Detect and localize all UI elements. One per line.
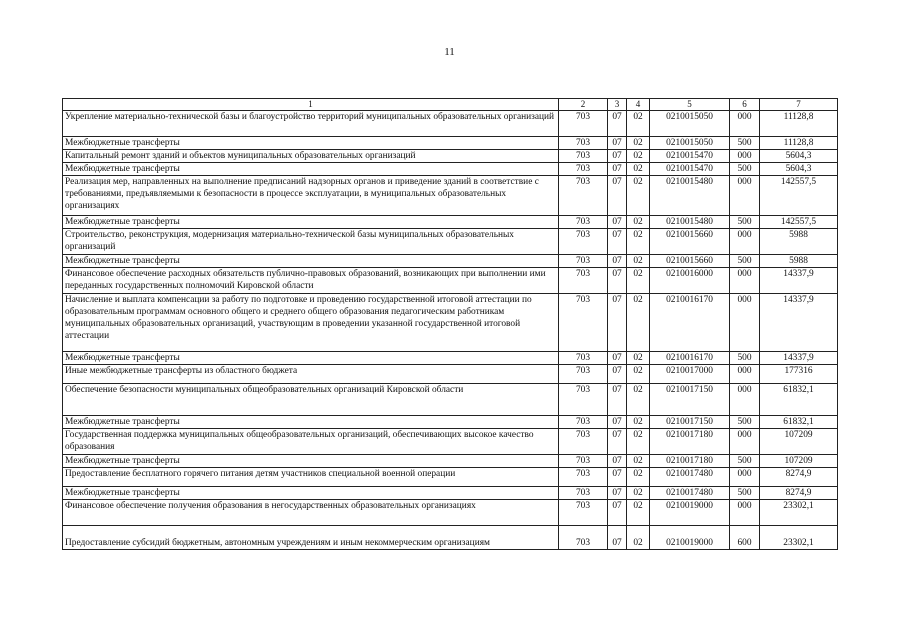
row-value-cell: 5988 xyxy=(760,229,838,255)
row-value-cell: 0210016170 xyxy=(650,294,730,352)
row-value-cell: 000 xyxy=(730,384,760,416)
row-value-cell: 07 xyxy=(608,468,627,487)
table-row xyxy=(63,429,838,455)
row-value-cell: 0210019000 xyxy=(650,500,730,526)
column-header: 2 xyxy=(559,99,608,111)
row-value-cell: 23302,1 xyxy=(760,500,838,526)
row-value-cell: 8274,9 xyxy=(760,487,838,500)
row-value-cell: 703 xyxy=(559,487,608,500)
row-value-cell: 703 xyxy=(559,268,608,294)
row-value-cell: 703 xyxy=(559,294,608,352)
row-value-cell: 703 xyxy=(559,163,608,176)
table-row xyxy=(63,352,838,365)
table-row xyxy=(63,137,838,150)
row-value-cell: 14337,9 xyxy=(760,294,838,352)
table-row xyxy=(63,268,838,294)
table-row xyxy=(63,365,838,384)
row-value-cell: 07 xyxy=(608,526,627,550)
row-value-cell: 0210017150 xyxy=(650,384,730,416)
row-value-cell: 02 xyxy=(627,268,650,294)
row-name-cell: Предоставление бесплатного горячего питания детям участников специальной военной операции xyxy=(63,468,559,487)
row-name-cell: Межбюджетные трансферты xyxy=(63,216,559,229)
row-value-cell: 5604,3 xyxy=(760,163,838,176)
row-name-cell: Межбюджетные трансферты xyxy=(63,137,559,150)
row-name-cell: Межбюджетные трансферты xyxy=(63,455,559,468)
row-value-cell: 000 xyxy=(730,500,760,526)
row-value-cell: 02 xyxy=(627,111,650,137)
row-value-cell: 07 xyxy=(608,416,627,429)
table-row xyxy=(63,487,838,500)
row-value-cell: 703 xyxy=(559,137,608,150)
row-name-cell: Капитальный ремонт зданий и объектов муниципальных образовательных организаций xyxy=(63,150,559,163)
row-name-cell: Финансовое обеспечение получения образования в негосударственных образовательных организациях xyxy=(63,500,559,526)
column-header: 1 xyxy=(63,99,559,111)
table-row xyxy=(63,216,838,229)
row-value-cell: 0210015050 xyxy=(650,111,730,137)
row-value-cell: 0210015480 xyxy=(650,216,730,229)
row-value-cell: 500 xyxy=(730,216,760,229)
row-value-cell: 23302,1 xyxy=(760,526,838,550)
row-value-cell: 0210017180 xyxy=(650,429,730,455)
row-value-cell: 703 xyxy=(559,526,608,550)
row-value-cell: 600 xyxy=(730,526,760,550)
row-name-cell: Строительство, реконструкция, модернизация материально-технической базы муниципальных образовательных организаций xyxy=(63,229,559,255)
table-row xyxy=(63,176,838,216)
row-value-cell: 703 xyxy=(559,384,608,416)
row-value-cell: 07 xyxy=(608,137,627,150)
column-header: 5 xyxy=(650,99,730,111)
row-value-cell: 61832,1 xyxy=(760,416,838,429)
row-value-cell: 0210015480 xyxy=(650,176,730,216)
row-value-cell: 02 xyxy=(627,429,650,455)
table-body xyxy=(63,111,838,550)
row-value-cell: 703 xyxy=(559,176,608,216)
row-value-cell: 703 xyxy=(559,255,608,268)
row-value-cell: 02 xyxy=(627,468,650,487)
table-row xyxy=(63,384,838,416)
row-value-cell: 000 xyxy=(730,229,760,255)
row-name-cell: Укрепление материально-технической базы и благоустройство территорий муниципальных образовательных организаций xyxy=(63,111,559,137)
row-value-cell: 703 xyxy=(559,216,608,229)
row-value-cell: 07 xyxy=(608,268,627,294)
row-value-cell: 14337,9 xyxy=(760,268,838,294)
page-number: 11 xyxy=(444,46,455,58)
row-value-cell: 107209 xyxy=(760,455,838,468)
row-name-cell: Межбюджетные трансферты xyxy=(63,163,559,176)
row-value-cell: 07 xyxy=(608,255,627,268)
row-value-cell: 177316 xyxy=(760,365,838,384)
row-value-cell: 02 xyxy=(627,137,650,150)
row-value-cell: 703 xyxy=(559,429,608,455)
row-value-cell: 000 xyxy=(730,294,760,352)
row-value-cell: 000 xyxy=(730,150,760,163)
row-value-cell: 02 xyxy=(627,416,650,429)
table-row xyxy=(63,255,838,268)
row-value-cell: 02 xyxy=(627,455,650,468)
row-value-cell: 02 xyxy=(627,526,650,550)
row-value-cell: 07 xyxy=(608,229,627,255)
table-row xyxy=(63,416,838,429)
row-value-cell: 0210017480 xyxy=(650,487,730,500)
row-name-cell: Начисление и выплата компенсации за работу по подготовке и проведению государственной итоговой аттестации по образовательным программам основного общего и среднего общего образования педагогическим работникам муниципальных образовательных организаций, участвующим в проведении указанной государственной итоговой аттестации xyxy=(63,294,559,352)
row-value-cell: 703 xyxy=(559,229,608,255)
table-row xyxy=(63,163,838,176)
row-value-cell: 000 xyxy=(730,468,760,487)
row-value-cell: 0210017480 xyxy=(650,468,730,487)
row-name-cell: Межбюджетные трансферты xyxy=(63,352,559,365)
row-value-cell: 02 xyxy=(627,487,650,500)
row-value-cell: 000 xyxy=(730,429,760,455)
row-name-cell: Финансовое обеспечение расходных обязательств публично-правовых образований, возникающих при выполнении ими переданных государственных полномочий Кировской области xyxy=(63,268,559,294)
row-value-cell: 02 xyxy=(627,294,650,352)
row-value-cell: 07 xyxy=(608,500,627,526)
row-name-cell: Обеспечение безопасности муниципальных общеобразовательных организаций Кировской области xyxy=(63,384,559,416)
row-value-cell: 0210017000 xyxy=(650,365,730,384)
row-name-cell: Межбюджетные трансферты xyxy=(63,255,559,268)
row-value-cell: 703 xyxy=(559,352,608,365)
table-row xyxy=(63,468,838,487)
row-value-cell: 02 xyxy=(627,384,650,416)
row-value-cell: 11128,8 xyxy=(760,111,838,137)
row-value-cell: 02 xyxy=(627,500,650,526)
row-value-cell: 02 xyxy=(627,163,650,176)
table-row xyxy=(63,150,838,163)
table-row xyxy=(63,526,838,550)
row-value-cell: 000 xyxy=(730,365,760,384)
column-header: 4 xyxy=(627,99,650,111)
row-value-cell: 07 xyxy=(608,352,627,365)
row-value-cell: 02 xyxy=(627,176,650,216)
column-header: 3 xyxy=(608,99,627,111)
row-name-cell: Межбюджетные трансферты xyxy=(63,416,559,429)
row-value-cell: 8274,9 xyxy=(760,468,838,487)
row-value-cell: 02 xyxy=(627,255,650,268)
table-row xyxy=(63,500,838,526)
row-value-cell: 703 xyxy=(559,455,608,468)
row-value-cell: 107209 xyxy=(760,429,838,455)
row-value-cell: 02 xyxy=(627,229,650,255)
row-value-cell: 07 xyxy=(608,455,627,468)
row-value-cell: 07 xyxy=(608,294,627,352)
row-value-cell: 0210015470 xyxy=(650,150,730,163)
row-value-cell: 703 xyxy=(559,365,608,384)
row-value-cell: 500 xyxy=(730,352,760,365)
row-value-cell: 703 xyxy=(559,150,608,163)
row-value-cell: 0210015660 xyxy=(650,229,730,255)
row-value-cell: 0210015660 xyxy=(650,255,730,268)
row-value-cell: 500 xyxy=(730,455,760,468)
row-value-cell: 500 xyxy=(730,416,760,429)
row-value-cell: 0210015050 xyxy=(650,137,730,150)
row-value-cell: 07 xyxy=(608,384,627,416)
row-name-cell: Предоставление субсидий бюджетным, автономным учреждениям и иным некоммерческим организациям xyxy=(63,526,559,550)
row-value-cell: 07 xyxy=(608,163,627,176)
row-value-cell: 000 xyxy=(730,176,760,216)
row-value-cell: 0210016000 xyxy=(650,268,730,294)
row-value-cell: 0210016170 xyxy=(650,352,730,365)
row-value-cell: 5988 xyxy=(760,255,838,268)
row-value-cell: 07 xyxy=(608,429,627,455)
table-header-row xyxy=(63,99,838,111)
row-value-cell: 02 xyxy=(627,150,650,163)
row-value-cell: 000 xyxy=(730,111,760,137)
row-value-cell: 11128,8 xyxy=(760,137,838,150)
row-value-cell: 0210015470 xyxy=(650,163,730,176)
row-value-cell: 703 xyxy=(559,500,608,526)
row-value-cell: 07 xyxy=(608,111,627,137)
row-value-cell: 0210017180 xyxy=(650,455,730,468)
row-value-cell: 703 xyxy=(559,416,608,429)
row-name-cell: Реализация мер, направленных на выполнение предписаний надзорных органов и приведение зданий в соответствие с требованиями, предъявляемыми к безопасности в процессе эксплуатации, в муниципальных образовательных организациях xyxy=(63,176,559,216)
row-value-cell: 0210017150 xyxy=(650,416,730,429)
table-row xyxy=(63,229,838,255)
row-value-cell: 02 xyxy=(627,365,650,384)
row-value-cell: 07 xyxy=(608,216,627,229)
row-value-cell: 02 xyxy=(627,216,650,229)
row-name-cell: Государственная поддержка муниципальных общеобразовательных организаций, обеспечивающих высокое качество образования xyxy=(63,429,559,455)
row-value-cell: 142557,5 xyxy=(760,216,838,229)
table-row xyxy=(63,111,838,137)
column-header: 6 xyxy=(730,99,760,111)
row-value-cell: 14337,9 xyxy=(760,352,838,365)
table-row xyxy=(63,294,838,352)
budget-table xyxy=(62,98,838,550)
row-value-cell: 07 xyxy=(608,487,627,500)
row-value-cell: 500 xyxy=(730,487,760,500)
row-value-cell: 703 xyxy=(559,468,608,487)
column-header: 7 xyxy=(760,99,838,111)
row-value-cell: 500 xyxy=(730,255,760,268)
row-value-cell: 0210019000 xyxy=(650,526,730,550)
row-value-cell: 02 xyxy=(627,352,650,365)
row-value-cell: 61832,1 xyxy=(760,384,838,416)
row-name-cell: Иные межбюджетные трансферты из областного бюджета xyxy=(63,365,559,384)
row-value-cell: 703 xyxy=(559,111,608,137)
row-value-cell: 07 xyxy=(608,176,627,216)
row-value-cell: 500 xyxy=(730,163,760,176)
row-value-cell: 07 xyxy=(608,365,627,384)
row-value-cell: 000 xyxy=(730,268,760,294)
table-row xyxy=(63,455,838,468)
row-name-cell: Межбюджетные трансферты xyxy=(63,487,559,500)
row-value-cell: 5604,3 xyxy=(760,150,838,163)
row-value-cell: 500 xyxy=(730,137,760,150)
row-value-cell: 07 xyxy=(608,150,627,163)
row-value-cell: 142557,5 xyxy=(760,176,838,216)
